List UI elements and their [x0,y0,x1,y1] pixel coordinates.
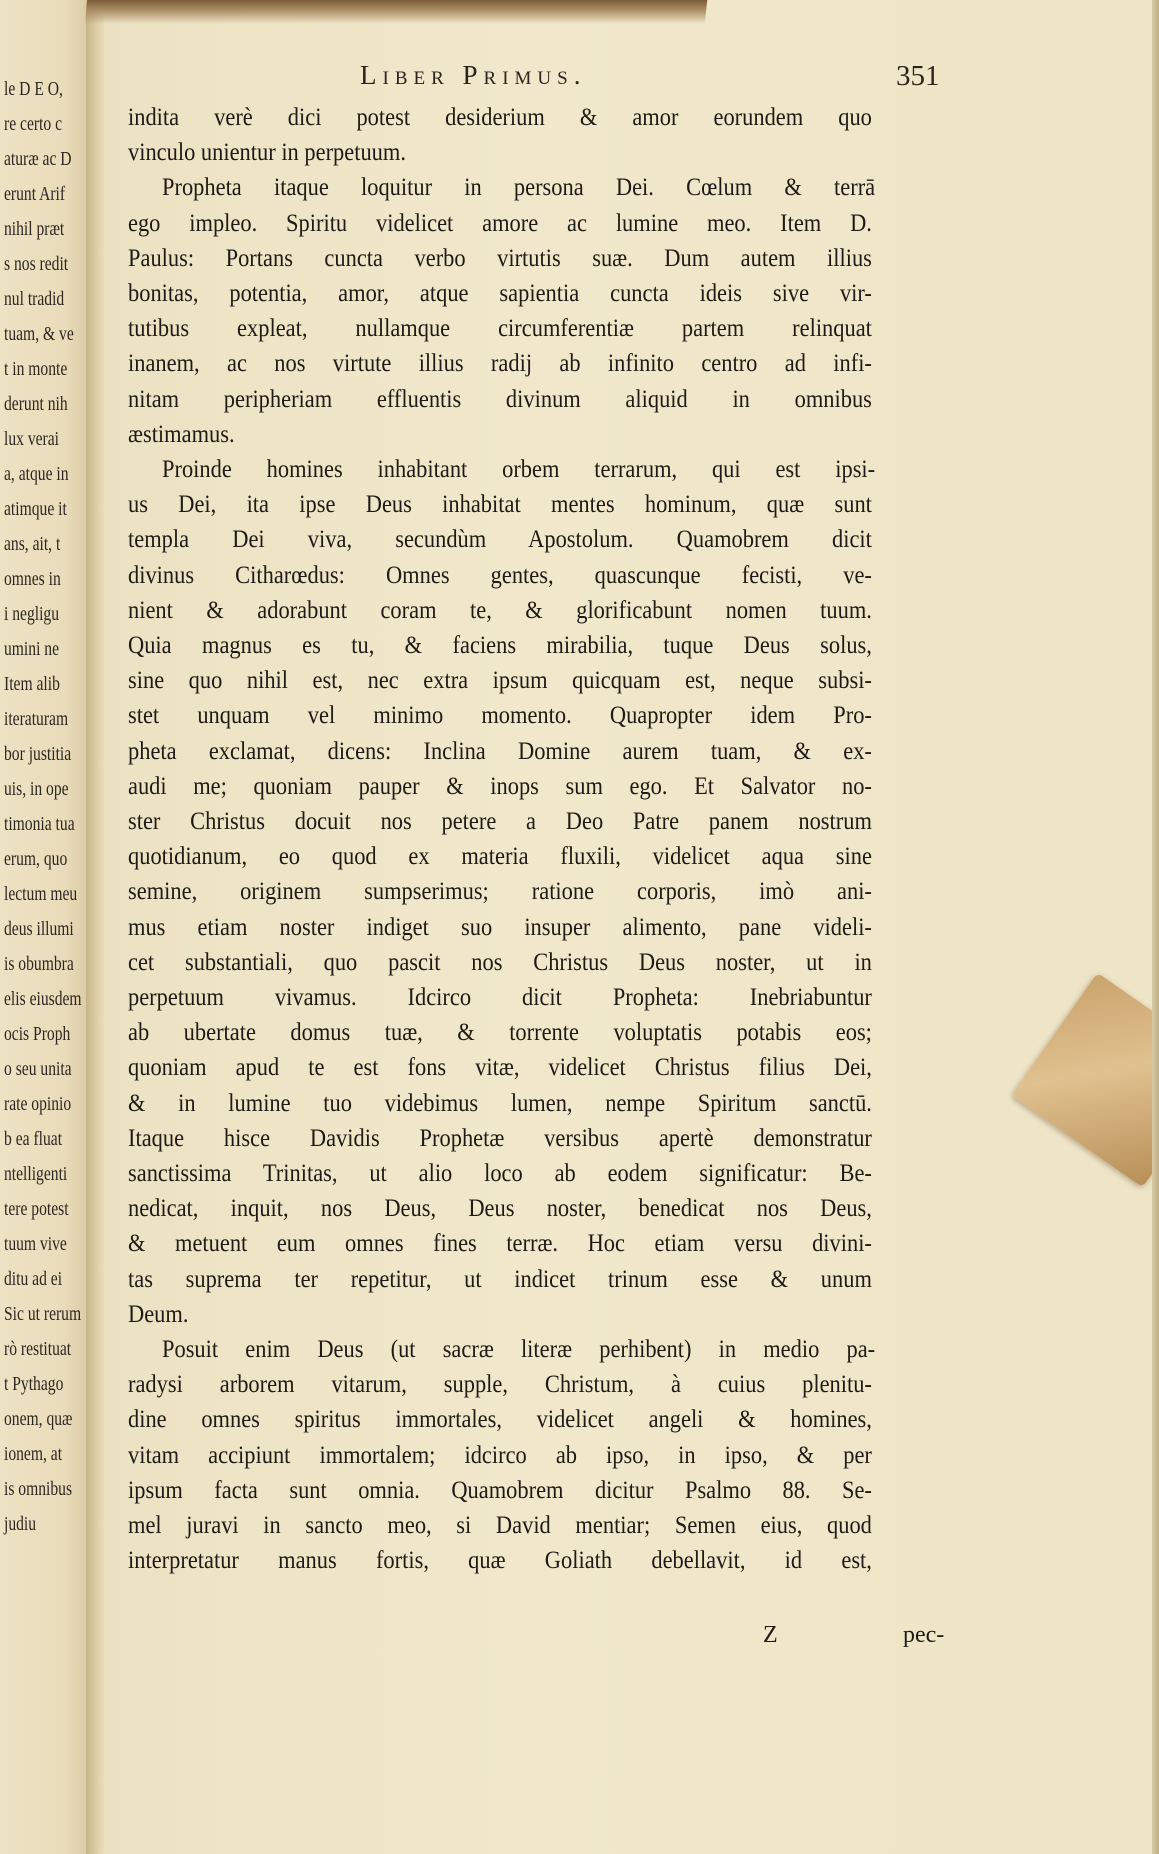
text-line: bonitas, potentia, amor, atque sapientia cuncta ideis sive vir- [128,280,872,307]
text-line: semine, originem sumpserimus; ratione corporis, imò ani- [128,878,872,906]
facing-page-line: tuum vive [4,1233,67,1255]
text-line: vinculo unientur in perpetuum. [128,139,406,167]
text-line: & metuent eum omnes fines terræ. Hoc etiam versu divini- [128,1230,872,1258]
facing-page-line: is obumbra [4,953,74,975]
facing-page-line: derunt nih [4,393,68,415]
text-line: quotidianum, eo quod ex materia fluxili, videlicet aqua sine [128,843,872,871]
text-line: nitam peripheriam effluentis divinum aliquid in omnibus [128,385,872,413]
facing-page-line: aturæ ac D [4,148,72,170]
facing-page-line: i negligu [4,603,60,625]
facing-page-line: rò restituat [4,1338,72,1360]
facing-page-line: erunt Arif [4,183,66,205]
facing-page-line: o seu unita [4,1058,72,1080]
facing-page-line: tere potest [4,1198,69,1220]
text-line: tutibus expleat, nullamque circumferentiæ partem relinquat [128,315,872,343]
text-line: vitam accipiunt immortalem; idcirco ab ipso, in ipso, & per [128,1441,872,1469]
facing-page-line: ntelligenti [4,1163,68,1185]
facing-page-line: umini ne [4,638,60,660]
text-line: radysi arborem vitarum, supple, Christum, à cuius plenitu- [128,1371,872,1399]
facing-page-line: rate opinio [4,1093,72,1115]
page-right-edge [1152,0,1159,1854]
text-line: tas suprema ter repetitur, ut indicet trinum esse & unum [128,1265,872,1293]
text-line: perpetuum vivamus. Idcirco dicit Propheta: Inebriabuntur [128,984,872,1011]
text-line: ab ubertate domus tuæ, & torrente voluptatis potabis eos; [128,1019,872,1047]
text-line: stet unquam vel minimo momento. Quapropter idem Pro- [128,702,872,730]
facing-page-line: tuam, & ve [4,323,74,345]
facing-page-line: deus illumi [4,918,74,940]
facing-page-line: t in monte [4,358,68,380]
text-line: Quia magnus es tu, & faciens mirabilia, tuque Deus solus, [128,632,872,659]
text-line: Itaque hisce Davidis Prophetæ versibus apertè demonstratur [128,1124,872,1152]
catchword: pec- [903,1622,945,1648]
text-line: mus etiam noster indiget suo insuper alimento, pane videli- [128,913,872,941]
facing-page-line: ditu ad ei [4,1268,63,1290]
facing-page-line: bor justitia [4,743,72,765]
facing-page-line: t Pythago [4,1373,64,1395]
text-line: us Dei, ita ipse Deus inhabitat mentes hominum, quæ sunt [128,491,872,519]
facing-page-line: b ea fluat [4,1128,63,1150]
facing-page-line: a, atque in [4,463,69,485]
running-head: Liber Primus. [360,60,587,90]
facing-page-line: iteraturam [4,708,69,730]
text-line: cet substantiali, quo pascit nos Christus Deus noster, ut in [128,948,872,976]
facing-page-line: onem, quæ [4,1408,73,1430]
page-footer [128,1622,950,1652]
signature-mark: Z [763,1622,778,1648]
text-line: Propheta itaque loquitur in persona Dei. Cœlum & terrā [162,174,876,202]
facing-page-line: lectum meu [4,883,78,905]
text-line: audi me; quoniam pauper & inops sum ego. Et Salvator no- [128,772,872,800]
facing-page-line: nihil præt [4,218,65,240]
facing-page-line: s nos redit [4,253,69,275]
text-line: Paulus: Portans cuncta verbo virtutis suæ. Dum autem illius [128,244,872,272]
facing-page-line: le D E O, [4,78,63,100]
facing-page-line: elis eiusdem [4,988,82,1010]
facing-page-line: uis, in ope [4,778,69,800]
facing-page-line: ocis Proph [4,1023,71,1045]
facing-page-line: judiu [4,1513,37,1535]
facing-page-fragment [0,0,92,1854]
facing-page-line: re certo c [4,113,63,135]
text-line: inanem, ac nos virtute illius radij ab infinito centro ad infi- [128,350,872,378]
text-line: & in lumine tuo videbimus lumen, nempe Spiritum sanctū. [128,1089,872,1117]
text-line: templa Dei viva, secundùm Apostolum. Quamobrem dicit [128,526,872,554]
facing-page-line: atimque it [4,498,67,520]
text-line: quoniam apud te est fons vitæ, videlicet Christus filius Dei, [128,1054,872,1082]
facing-page-line: is omnibus [4,1478,73,1500]
facing-page-line: lux verai [4,428,60,450]
text-line: ster Christus docuit nos petere a Deo Patre panem nostrum [128,808,872,835]
facing-page-line: Sic ut rerum [4,1303,82,1325]
text-line: æstimamus. [128,420,235,448]
text-line: ipsum facta sunt omnia. Quamobrem dicitur Psalmo 88. Se- [128,1476,872,1504]
facing-page-line: omnes in [4,568,61,590]
text-line: dine omnes spiritus immortales, videlicet angeli & homines, [128,1406,872,1434]
text-line: sanctissima Trinitas, ut alio loco ab eodem significatur: Be- [128,1160,872,1187]
facing-page-line: ans, ait, t [4,533,61,555]
page-top-edge [85,0,708,24]
text-line: divinus Citharœdus: Omnes gentes, quascunque fecisti, ve- [128,561,872,589]
page-number: 351 [896,60,940,92]
text-line: indita verè dici potest desiderium & amor eorundem quo [128,104,872,131]
text-line: pheta exclamat, dicens: Inclina Domine aurem tuam, & ex- [128,737,872,765]
text-line: nient & adorabunt coram te, & glorificabunt nomen tuum. [128,596,872,624]
text-line: interpretatur manus fortis, quæ Goliath debellavit, id est, [128,1547,872,1575]
text-line: sine quo nihil est, nec extra ipsum quicquam est, neque subsi- [128,667,872,695]
text-line: mel juravi in sancto meo, si David mentiar; Semen eius, quod [128,1512,872,1539]
facing-page-line: Item alib [4,673,60,695]
facing-page-line: timonia tua [4,813,75,835]
text-line: ego impleo. Spiritu videlicet amore ac lumine meo. Item D. [128,209,872,237]
text-line: nedicat, inquit, nos Deus, Deus noster, benedicat nos Deus, [128,1195,872,1223]
text-line: Deum. [128,1300,189,1328]
facing-page-line: erum, quo [4,848,68,870]
facing-page-line: nul tradid [4,288,65,310]
text-line: Proinde homines inhabitant orbem terrarum, qui est ipsi- [162,456,876,483]
facing-page-line: ionem, at [4,1443,63,1465]
text-line: Posuit enim Deus (ut sacræ literæ perhibent) in medio pa- [162,1336,876,1363]
